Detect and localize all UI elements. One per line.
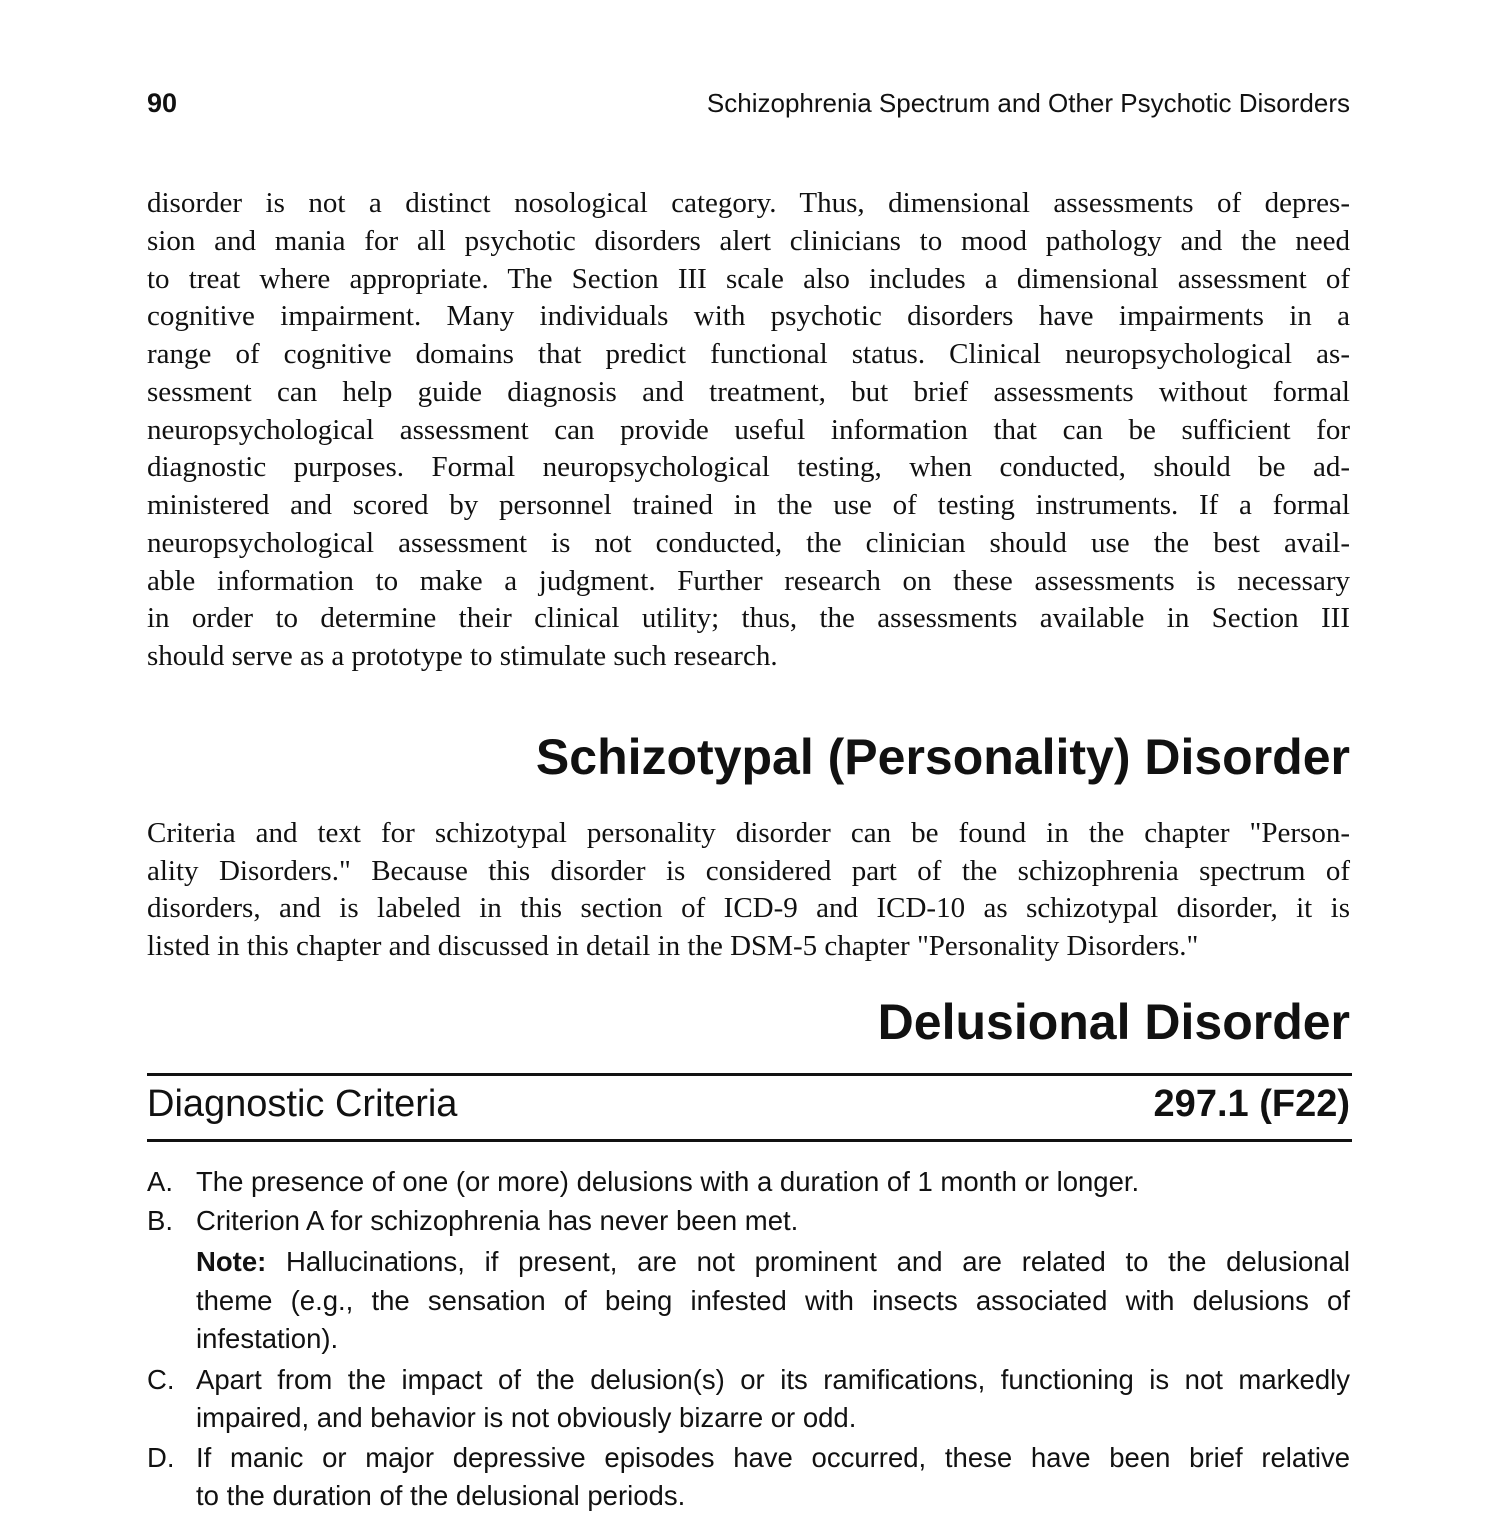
- criterion-letter: D.: [147, 1442, 175, 1473]
- section-heading-schizotypal: Schizotypal (Personality) Disorder: [535, 729, 1350, 785]
- text-line: neuropsychological assessment is not conducted, the clinician should use the best avail-: [147, 526, 1350, 559]
- text-line: in order to determine their clinical utility; thus, the assessments available in Section III: [147, 602, 1350, 635]
- note-label: Note:: [196, 1246, 267, 1277]
- text-line: sion and mania for all psychotic disorders alert clinicians to mood pathology and the need: [147, 224, 1350, 257]
- criterion-line: Apart from the impact of the delusion(s) or its ramifications, functioning is not markedly: [196, 1364, 1350, 1395]
- section-heading-delusional: Delusional Disorder: [877, 994, 1350, 1050]
- diagnostic-code: 297.1 (F22): [1153, 1083, 1350, 1125]
- criterion-line: The presence of one (or more) delusions with a duration of 1 month or longer.: [196, 1166, 1140, 1197]
- text-line: able information to make a judgment. Further research on these assessments is necessary: [147, 564, 1350, 597]
- diagnostic-criteria-label: Diagnostic Criteria: [147, 1083, 458, 1125]
- criterion-letter: A.: [147, 1166, 173, 1197]
- criterion-line: impaired, and behavior is not obviously bizarre or odd.: [196, 1402, 857, 1433]
- rule-top: [147, 1073, 1352, 1076]
- text-line: cognitive impairment. Many individuals with psychotic disorders have impairments in a: [147, 300, 1350, 333]
- criterion-letter: B.: [147, 1205, 173, 1236]
- text-line: to treat where appropriate. The Section III scale also includes a dimensional assessment of: [147, 262, 1350, 295]
- criterion-line: infestation).: [196, 1323, 339, 1354]
- text-line: disorder is not a distinct nosological category. Thus, dimensional assessments of depres-: [147, 187, 1350, 219]
- criterion-line: If manic or major depressive episodes have occurred, these have been brief relative: [196, 1442, 1350, 1473]
- criterion-letter: C.: [147, 1364, 175, 1395]
- text-line: Criteria and text for schizotypal personality disorder can be found in the chapter "Person-: [147, 817, 1350, 849]
- text-line: range of cognitive domains that predict functional status. Clinical neuropsychological as-: [147, 338, 1350, 370]
- note-text: Hallucinations, if present, are not prominent and are related to the delusional: [266, 1246, 1350, 1277]
- text-line: diagnostic purposes. Formal neuropsychological testing, when conducted, should be ad-: [147, 451, 1350, 484]
- text-line: listed in this chapter and discussed in detail in the DSM-5 chapter "Personality Disorders.": [147, 930, 1199, 963]
- page-number: 90: [147, 88, 178, 118]
- rule-bottom: [147, 1139, 1352, 1142]
- criterion-line: Criterion A for schizophrenia has never been met.: [196, 1205, 799, 1236]
- criterion-line: to the duration of the delusional periods.: [196, 1480, 686, 1511]
- text-line: sessment can help guide diagnosis and treatment, but brief assessments without formal: [147, 375, 1350, 408]
- text-line: neuropsychological assessment can provide useful information that can be sufficient for: [147, 413, 1350, 446]
- text-line: ministered and scored by personnel trained in the use of testing instruments. If a formal: [147, 489, 1350, 521]
- text-line: disorders, and is labeled in this section of ICD-9 and ICD-10 as schizotypal disorder, it is: [147, 892, 1350, 925]
- text-line: ality Disorders." Because this disorder is considered part of the schizophrenia spectrum of: [147, 854, 1350, 887]
- criterion-line: theme (e.g., the sensation of being infested with insects associated with delusions of: [196, 1285, 1350, 1316]
- text-line: should serve as a prototype to stimulate such research.: [147, 640, 778, 672]
- running-title: Schizophrenia Spectrum and Other Psychotic Disorders: [706, 88, 1350, 118]
- criterion-line: [196, 1244, 1350, 1280]
